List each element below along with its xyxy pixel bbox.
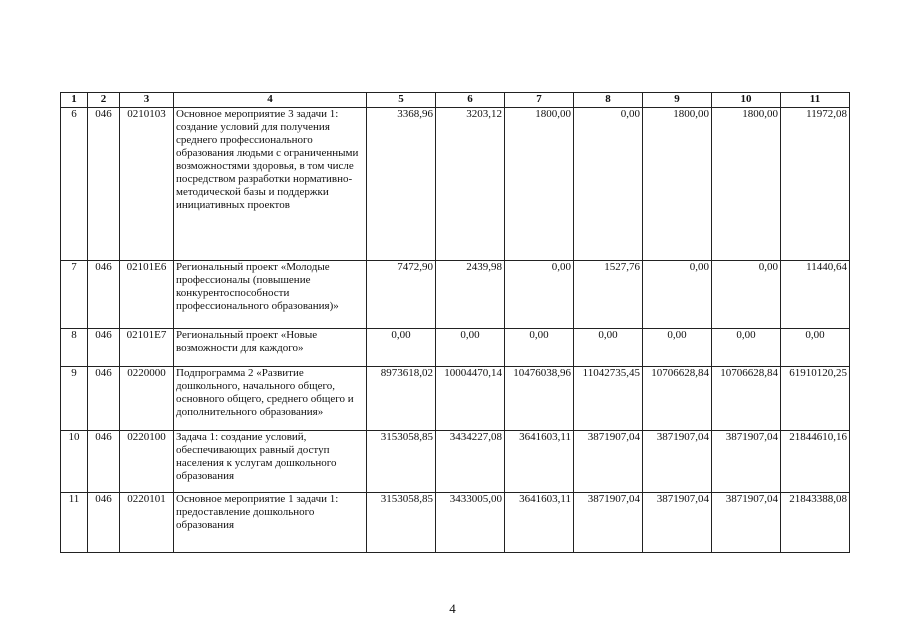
row-number: 8 [61,329,88,367]
table-row [61,261,850,329]
column-header: 3 [120,93,174,108]
value-cell: 11042735,45 [574,367,643,431]
value-cell: 3434227,08 [436,431,505,493]
row-number: 7 [61,261,88,329]
value-cell: 10004470,14 [436,367,505,431]
value-cell: 0,00 [643,261,712,329]
value-cell: 3871907,04 [712,493,781,553]
column-header: 10 [712,93,781,108]
column-header: 8 [574,93,643,108]
value-cell: 3871907,04 [574,493,643,553]
column-header: 5 [367,93,436,108]
value-cell: 11972,08 [781,108,850,261]
table-row [61,431,850,493]
column-header: 9 [643,93,712,108]
value-cell: 21843388,08 [781,493,850,553]
value-cell: 0,00 [712,261,781,329]
value-cell: 0,00 [574,108,643,261]
grbs-code: 046 [88,367,120,431]
value-cell: 0,00 [712,329,781,367]
value-cell: 1527,76 [574,261,643,329]
grbs-code: 046 [88,261,120,329]
column-header: 1 [61,93,88,108]
value-cell: 10706628,84 [712,367,781,431]
value-cell: 0,00 [367,329,436,367]
item-name: Основное мероприятие 3 задачи 1: создание условий для получения среднего профессионального образования людьми с ограниченными возможностями здоровья, в том числе посредством разработки нормативно-методической базы и поддержки инициативных проектов [174,108,367,261]
value-cell: 3871907,04 [643,493,712,553]
value-cell: 2439,98 [436,261,505,329]
value-cell: 0,00 [436,329,505,367]
item-name: Региональный проект «Новые возможности для каждого» [174,329,367,367]
value-cell: 1800,00 [643,108,712,261]
value-cell: 3368,96 [367,108,436,261]
value-cell: 0,00 [781,329,850,367]
item-name: Основное мероприятие 1 задачи 1: предоставление дошкольного образования [174,493,367,553]
column-header: 7 [505,93,574,108]
grbs-code: 046 [88,329,120,367]
budget-code: 02101E7 [120,329,174,367]
value-cell: 3871907,04 [712,431,781,493]
grbs-code: 046 [88,493,120,553]
budget-code: 0210103 [120,108,174,261]
row-number: 9 [61,367,88,431]
budget-code: 0220100 [120,431,174,493]
item-name: Региональный проект «Молодые профессионалы (повышение конкурентоспособности профессионального образования)» [174,261,367,329]
header-row [61,93,850,108]
value-cell: 3153058,85 [367,431,436,493]
column-header: 6 [436,93,505,108]
page-number: 4 [449,601,456,616]
value-cell: 3203,12 [436,108,505,261]
budget-code: 02101E6 [120,261,174,329]
value-cell: 8973618,02 [367,367,436,431]
table-row [61,329,850,367]
budget-code: 0220101 [120,493,174,553]
value-cell: 0,00 [505,329,574,367]
value-cell: 0,00 [643,329,712,367]
table-row [61,108,850,261]
grbs-code: 046 [88,108,120,261]
item-name: Подпрограмма 2 «Развитие дошкольного, начального общего, основного общего, среднего общего и дополнительного образования» [174,367,367,431]
value-cell: 10476038,96 [505,367,574,431]
row-number: 6 [61,108,88,261]
value-cell: 11440,64 [781,261,850,329]
table-row [61,367,850,431]
table-row [61,493,850,553]
value-cell: 3641603,11 [505,493,574,553]
value-cell: 10706628,84 [643,367,712,431]
column-header: 4 [174,93,367,108]
value-cell: 1800,00 [712,108,781,261]
value-cell: 3153058,85 [367,493,436,553]
value-cell: 1800,00 [505,108,574,261]
column-header: 11 [781,93,850,108]
value-cell: 3433005,00 [436,493,505,553]
value-cell: 3871907,04 [643,431,712,493]
value-cell: 0,00 [505,261,574,329]
row-number: 11 [61,493,88,553]
budget-code: 0220000 [120,367,174,431]
row-number: 10 [61,431,88,493]
value-cell: 61910120,25 [781,367,850,431]
value-cell: 3871907,04 [574,431,643,493]
item-name: Задача 1: создание условий, обеспечивающих равный доступ населения к услугам дошкольного образования [174,431,367,493]
value-cell: 21844610,16 [781,431,850,493]
value-cell: 3641603,11 [505,431,574,493]
grbs-code: 046 [88,431,120,493]
value-cell: 0,00 [574,329,643,367]
column-header: 2 [88,93,120,108]
value-cell: 7472,90 [367,261,436,329]
budget-table [60,92,850,553]
